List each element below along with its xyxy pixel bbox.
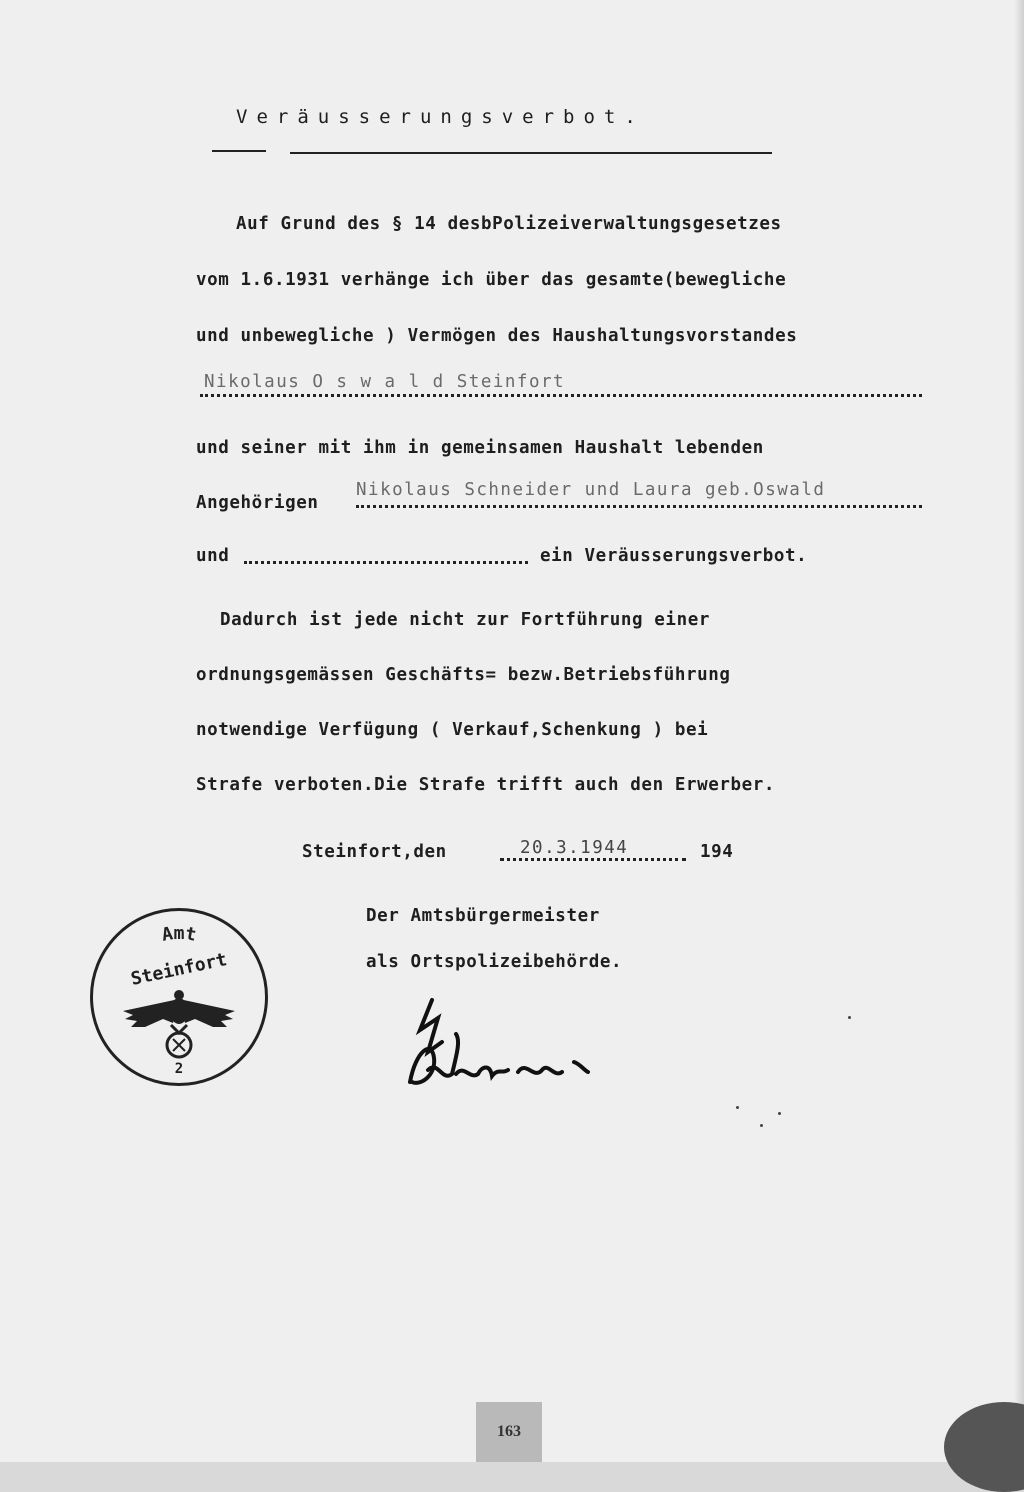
page-edge-shadow [1014, 0, 1024, 1462]
relatives-names: Nikolaus Schneider und Laura geb.Oswald [356, 480, 826, 500]
scanner-corner-artifact [944, 1402, 1024, 1492]
paragraph-2-line-1: Dadurch ist jede nicht zur Fortführung einer [220, 610, 710, 630]
svg-text:Amt [160, 923, 198, 946]
paper-speck [736, 1106, 739, 1109]
owner-name: Nikolaus O s w a l d Steinfort [204, 372, 566, 392]
paper-speck [848, 1016, 851, 1019]
page-number: 163 [476, 1402, 542, 1462]
stamp-text-middle: Steinfort [129, 949, 229, 990]
relatives-label: Angehörigen [196, 493, 319, 513]
owner-name-dotted-line [200, 394, 922, 397]
paragraph-2-line-2: ordnungsgemässen Geschäfts= bezw.Betriebsführung [196, 665, 731, 685]
text-line-2: vom 1.6.1931 verhänge ich über das gesamte(bewegliche [196, 270, 787, 290]
signatory-authority: als Ortspolizeibehörde. [366, 952, 623, 972]
paper-speck [778, 1112, 781, 1115]
text-line-3: und unbewegliche ) Vermögen des Haushaltungsvorstandes [196, 326, 798, 346]
date-dotted-line [500, 858, 686, 861]
eagle-emblem-icon [123, 990, 235, 1057]
text-line-7-end: ein Veräusserungsverbot. [540, 546, 808, 566]
text-line-1: Auf Grund des § 14 desbPolizeiverwaltungsgesetzes [236, 214, 782, 234]
stamp-number: 2 [174, 1061, 184, 1077]
paper-speck [760, 1124, 763, 1127]
relatives-dotted-line [356, 505, 922, 508]
text-line-5: und seiner mit ihm in gemeinsamen Haushalt lebenden [196, 438, 764, 458]
handwritten-signature [398, 990, 598, 1100]
title-underline-short [212, 150, 266, 152]
date-value: 20.3.1944 [520, 838, 629, 858]
paragraph-2-line-3: notwendige Verfügung ( Verkauf,Schenkung ) bei [196, 720, 709, 740]
official-stamp [90, 908, 268, 1086]
date-place: Steinfort,den [302, 842, 447, 862]
document-title: Veräusserungsverbot. [236, 106, 645, 128]
stamp-text-top: Amt [160, 923, 198, 946]
title-underline-long [290, 152, 772, 154]
blank-dotted-line [244, 561, 528, 564]
text-line-7-start: und [196, 546, 230, 566]
signatory-title: Der Amtsbürgermeister [366, 906, 600, 926]
paragraph-2-line-4: Strafe verboten.Die Strafe trifft auch den Erwerber. [196, 775, 776, 795]
date-year: 194 [700, 842, 734, 862]
